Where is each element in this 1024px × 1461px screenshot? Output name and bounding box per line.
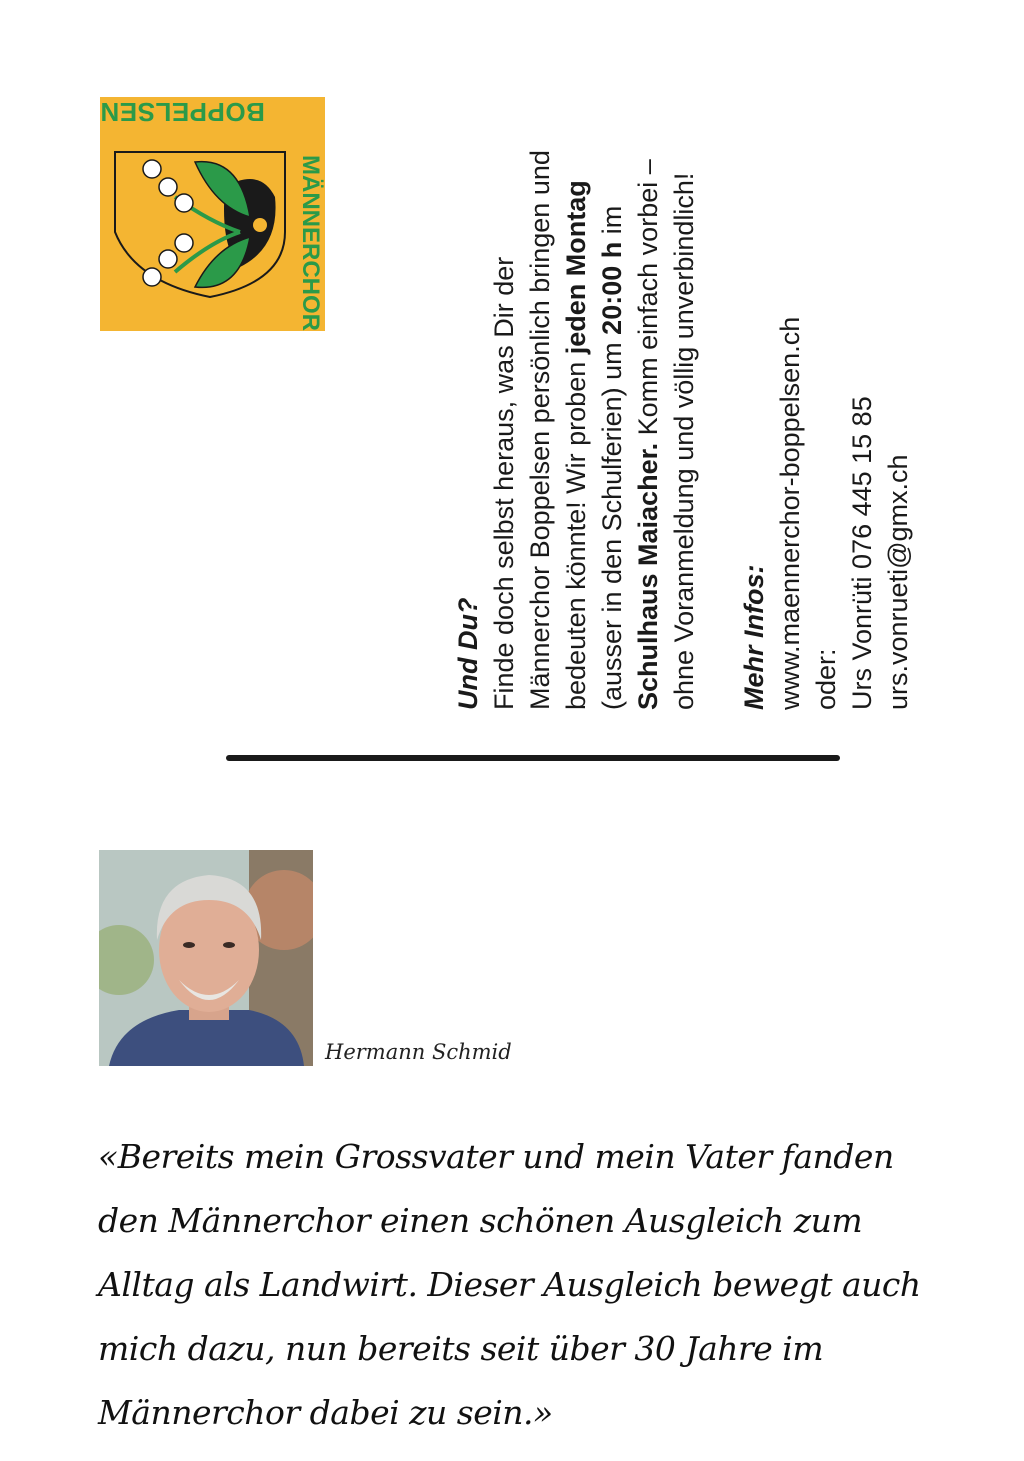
coat-of-arms-icon <box>100 97 325 331</box>
info-text: (ausser in den Schulferien) um <box>597 334 627 710</box>
info-text: Finde doch selbst heraus, was Dir der Männerchor Boppelsen persönlich bringen und bedeuten könnte! Wir proben <box>489 150 591 710</box>
portrait-caption: Hermann Schmid <box>325 1040 512 1064</box>
or-label: oder: <box>811 648 841 710</box>
info-day: jeden Montag <box>561 180 591 355</box>
person-photo-icon <box>99 850 313 1066</box>
choir-logo <box>100 97 325 331</box>
contact-person: Urs Vonrüti 076 445 15 85 <box>847 396 877 710</box>
email-link[interactable]: urs.vonrueti@gmx.ch <box>883 454 913 710</box>
portrait-photo <box>99 850 313 1066</box>
info-time: 20:00 h <box>597 241 627 335</box>
divider-line <box>226 755 840 761</box>
info-text: im <box>597 205 627 242</box>
logo-word-boppelsen: BOPPELSEN <box>100 97 265 127</box>
more-info-heading: Mehr Infos: <box>739 564 769 710</box>
info-text-block <box>450 120 960 710</box>
logo-word-maennerchor: MÄNNERCHOR <box>297 155 324 331</box>
info-text: Komm einfach vorbei – ohne Voranmeldung und völlig unverbindlich! <box>633 159 699 710</box>
info-heading: Und Du? <box>453 597 483 710</box>
info-location: Schulhaus Maiacher. <box>633 442 663 710</box>
testimonial-quote: «Bereits mein Grossvater und mein Vater fanden den Männerchor einen schönen Ausgleich zum Alltag als Landwirt. Dieser Ausgleich bewegt auch mich dazu, nun bereits seit über 30 Jahre im Männerchor dabei zu sein.» <box>98 1137 921 1432</box>
info-paragraph <box>486 120 702 710</box>
website-link[interactable]: www.maennerchor-boppelsen.ch <box>775 316 805 710</box>
